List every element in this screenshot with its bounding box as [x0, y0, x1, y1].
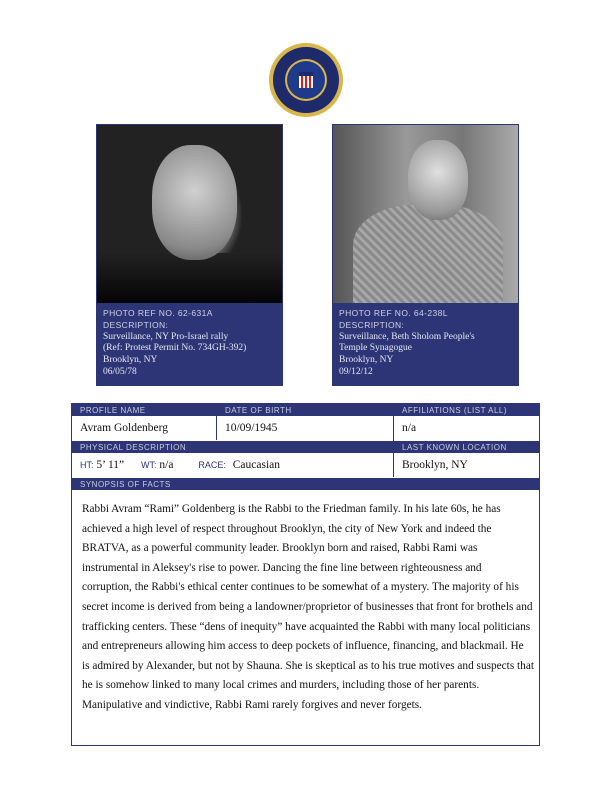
location-value: Brooklyn, NY [402, 459, 468, 471]
weight-label: WT: [141, 460, 157, 470]
divider [216, 404, 217, 440]
caption-line: Temple Synagogue [339, 343, 412, 354]
race-value: Caucasian [232, 459, 280, 471]
photo-card-1 [96, 124, 283, 386]
photo-card-2 [332, 124, 519, 386]
weight-value: n/a [159, 459, 174, 471]
fbi-seal-logo [268, 42, 344, 118]
photo-caption-2 [333, 303, 518, 385]
physical-description-label: PHYSICAL DESCRIPTION [72, 441, 393, 453]
caption-line: Brooklyn, NY [339, 355, 394, 366]
synopsis-text: Rabbi Avram “Rami” Goldenberg is the Rabbi to the Friedman family. In his late 60s, he has achieved a high level of respect throughout Brooklyn, the city of New York and indeed the BRATVA, as a powerful community leader. Brooklyn born and raised, Rabbi Rami was instrumental in Aleksey's rise to power. Dancing the fine line between righteousness and corruption, the Rabbi's ethical center continues to be somewhat of a mystery. The majority of his secret income is derived from being a landowner/proprietor of businesses that front for brothels and trafficking centers. These “dens of inequity” have acquainted the Rabbi with many local politicians and entrepreneurs allowing him access to deep pockets of influence, financing, and blackmail. He is admired by Alexander, but not by Shauna. She is skeptical as to his true motives and suspects that he is somehow linked to many local crimes and murders, including those of her parents. Manipulative and vindictive, Rabbi Rami rarely forgives and never forgets. [82, 503, 534, 711]
affiliations-label: AFFILIATIONS (LIST ALL) [394, 404, 539, 416]
dob-value: 10/09/1945 [225, 422, 278, 434]
height-value: 5’ 11” [96, 459, 125, 471]
dob-label: DATE OF BIRTH [217, 404, 393, 416]
surveillance-photo-2 [333, 125, 518, 303]
caption-date: 06/05/78 [103, 366, 137, 377]
photo-ref: PHOTO REF NO. 64-238L [339, 308, 448, 318]
height-label: HT: [80, 460, 94, 470]
description-label: DESCRIPTION: [103, 319, 169, 330]
synopsis-label: SYNOPSIS OF FACTS [72, 478, 539, 490]
surveillance-photo-1 [97, 125, 282, 303]
location-label: LAST KNOWN LOCATION [394, 441, 539, 453]
profile-name-value: Avram Goldenberg [80, 422, 169, 434]
caption-line: Brooklyn, NY [103, 355, 158, 366]
race-label: RACE: [198, 460, 226, 470]
caption-date: 09/12/12 [339, 366, 373, 377]
profile-table [71, 403, 540, 746]
affiliations-value: n/a [402, 422, 417, 434]
physical-description-value [72, 454, 280, 476]
photo-ref: PHOTO REF NO. 62-631A [103, 308, 213, 318]
caption-line: Surveillance, Beth Sholom People's [339, 331, 475, 342]
caption-line: Surveillance, NY Pro-Israel rally [103, 331, 229, 342]
description-label: DESCRIPTION: [339, 319, 405, 330]
caption-line: (Ref: Protest Permit No. 734GH-392) [103, 343, 247, 354]
photo-caption-1 [97, 303, 282, 385]
profile-name-label: PROFILE NAME [72, 404, 216, 416]
